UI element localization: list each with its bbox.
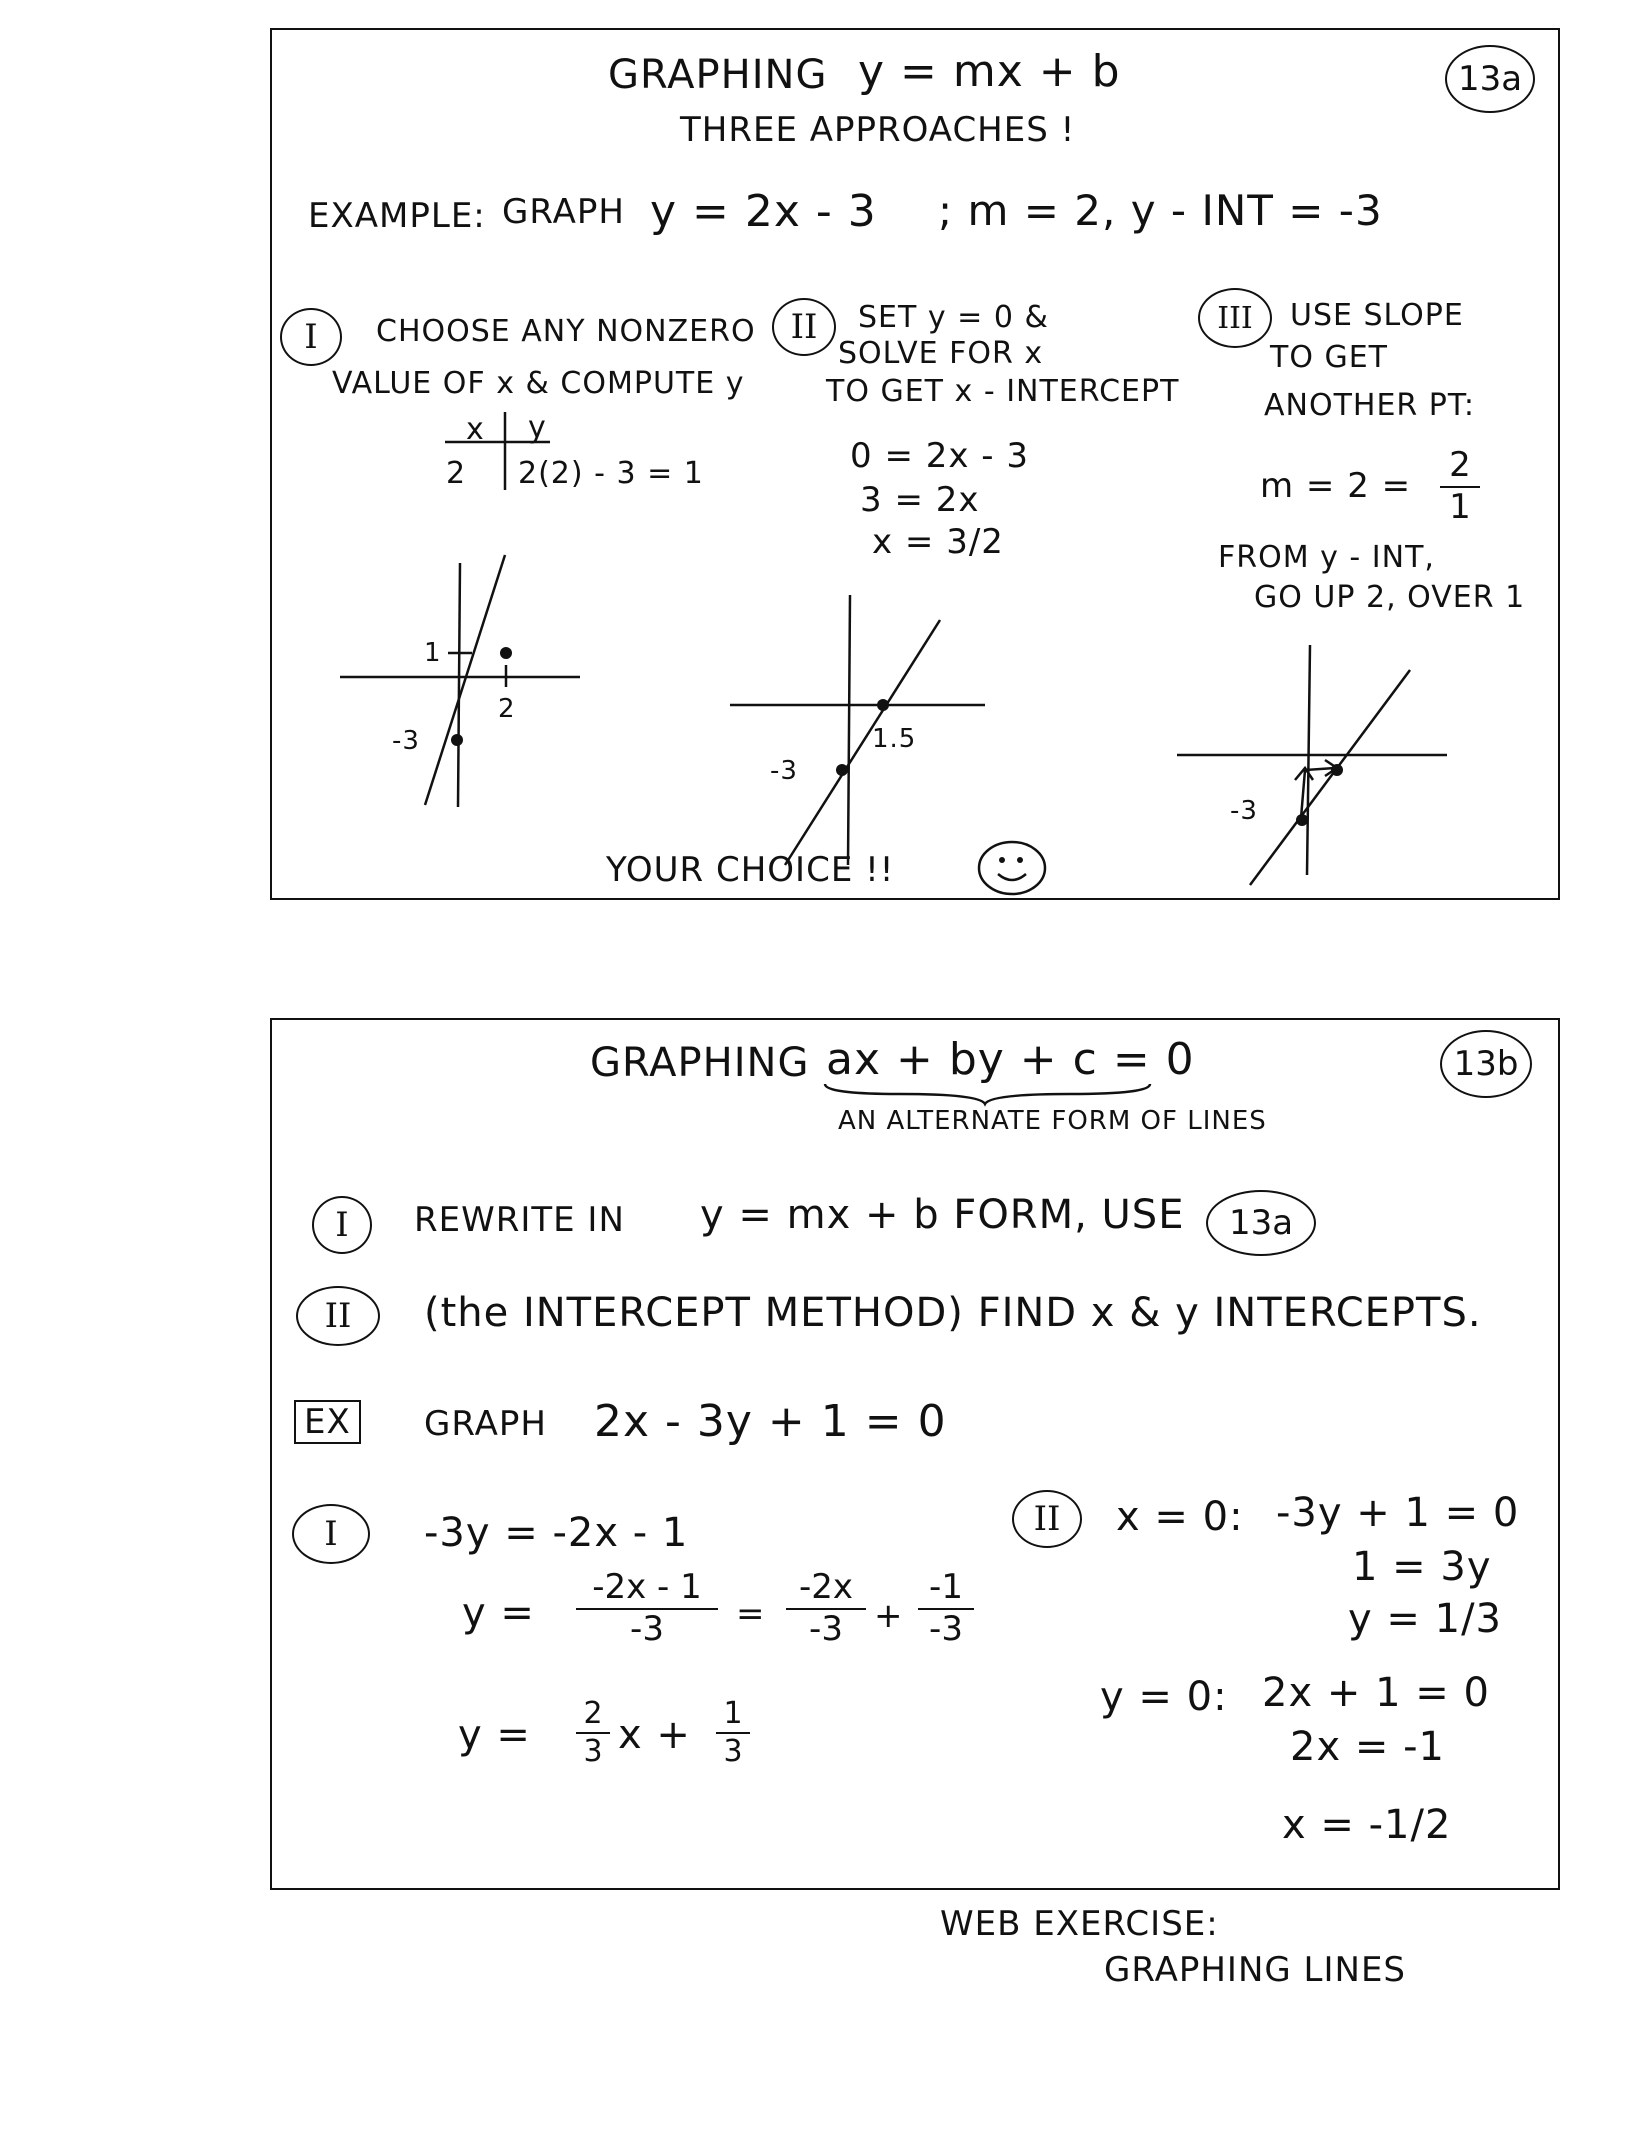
method1-table-yval: 2(2) - 3 = 1 [518,456,704,491]
left-final-b-num: 1 [723,1696,743,1731]
badge-13a: 13a [1445,45,1535,113]
method1-graph-y-bottom: -3 [392,726,420,756]
ex-box: EX [294,1400,361,1444]
smiley-icon [976,838,1048,898]
left-final-b-den: 3 [723,1733,743,1769]
method1-graph [330,555,590,815]
left-numeral: I [292,1504,370,1564]
example-graph: GRAPH [502,192,625,232]
left-f1-num: -2x - 1 [592,1567,702,1607]
example-equation: y = 2x - 3 [650,186,877,237]
left-fraction-1 [576,1567,718,1649]
method1-table-y: y [528,410,547,445]
method1-graph-x-label: 2 [498,694,516,724]
method1-line2: VALUE OF x & COMPUTE y [332,366,745,401]
item1-text-a: REWRITE IN [414,1200,625,1240]
ex-equation: 2x - 3y + 1 = 0 [594,1396,947,1447]
left-f3-num: -1 [929,1567,963,1607]
right-x0-s2: 1 = 3y [1352,1544,1492,1590]
method2-line3: TO GET x - INTERCEPT [826,374,1180,409]
method3-slope-lhs: m = 2 = [1260,466,1412,506]
ex-graph: GRAPH [424,1404,547,1444]
left-plus: + [874,1596,904,1636]
method2-graph-y-label: -3 [770,756,798,786]
left-f2-num: -2x [798,1567,854,1607]
method3-from1: FROM y - INT, [1218,540,1435,575]
left-final-a-den: 3 [583,1733,603,1769]
numeral-method-2: II [772,298,836,356]
item2-numeral: II [296,1286,380,1346]
method2-line1: SET y = 0 & [858,300,1049,335]
method2-step3: x = 3/2 [872,522,1004,562]
title-eq-13b: ax + by + c = 0 [826,1034,1195,1085]
subtitle-13a: THREE APPROACHES ! [680,110,1076,150]
method3-graph-y-label: -3 [1230,796,1258,826]
left-f3-den: -3 [929,1608,963,1649]
method3-line1: USE SLOPE [1290,298,1464,333]
left-fraction-2 [786,1567,866,1649]
web-exercise-line2: GRAPHING LINES [1104,1950,1407,1990]
method2-graph-x-label: 1.5 [872,724,917,754]
method2-graph [720,590,1000,870]
left-final-y: y = [458,1712,531,1758]
right-y0-s2: 2x = -1 [1290,1724,1445,1770]
left-eq-sign: = [736,1594,766,1634]
method3-slope-num: 2 [1449,445,1471,485]
method2-line2: SOLVE FOR x [838,336,1044,371]
right-x0: x = 0: [1116,1494,1244,1540]
method2-step1: 0 = 2x - 3 [850,436,1030,476]
badge-13b: 13b [1440,1030,1532,1098]
web-exercise-line1: WEB EXERCISE: [940,1904,1219,1944]
title-13b: GRAPHING [590,1040,810,1086]
item1-numeral: I [312,1196,372,1254]
left-final-b [716,1698,750,1767]
numeral-method-1: I [280,308,342,366]
method1-table-lines [440,440,560,500]
example-label: EXAMPLE: [308,196,486,236]
right-y0-s1: 2x + 1 = 0 [1262,1670,1490,1716]
left-step1: -3y = -2x - 1 [424,1510,689,1556]
right-y0-s3: x = -1/2 [1282,1802,1452,1848]
method3-graph [1175,640,1455,890]
method3-slope-den: 1 [1449,486,1471,527]
title-13a: GRAPHING [608,52,828,98]
item1-ref-badge: 13a [1206,1190,1316,1256]
method3-from2: GO UP 2, OVER 1 [1254,580,1526,615]
right-y0: y = 0: [1100,1674,1228,1720]
method1-table-xval: 2 [446,456,467,491]
left-final-a [576,1698,610,1767]
numeral-method-3: III [1198,288,1272,348]
right-numeral: II [1012,1490,1082,1548]
item1-text-b: y = mx + b FORM, USE [700,1192,1185,1238]
method1-line1: CHOOSE ANY NONZERO [376,314,756,349]
subtitle-13b: AN ALTERNATE FORM OF LINES [838,1106,1267,1136]
title-eq-13a: y = mx + b [858,46,1121,97]
left-f1-den: -3 [630,1608,664,1649]
method1-table-x: x [466,412,485,447]
left-f2-den: -3 [809,1608,843,1649]
example-params: ; m = 2, y - INT = -3 [938,186,1383,235]
right-x0-s3: y = 1/3 [1348,1596,1502,1642]
item2-text: (the INTERCEPT METHOD) FIND x & y INTERCEPTS. [424,1290,1482,1336]
method3-line2: TO GET [1270,340,1389,375]
method2-step2: 3 = 2x [860,480,980,520]
method1-graph-y-top: 1 [424,638,442,668]
left-final-x: x + [618,1712,691,1758]
right-x0-s1: -3y + 1 = 0 [1276,1490,1520,1536]
method3-slope-fraction [1440,445,1480,527]
left-final-a-num: 2 [583,1696,603,1731]
left-y-eq: y = [462,1590,535,1636]
title-eq-underbrace [820,1082,1160,1106]
footer-your-choice: YOUR CHOICE !! [606,850,895,890]
left-fraction-3 [918,1567,974,1649]
method3-line3: ANOTHER PT: [1264,388,1476,423]
